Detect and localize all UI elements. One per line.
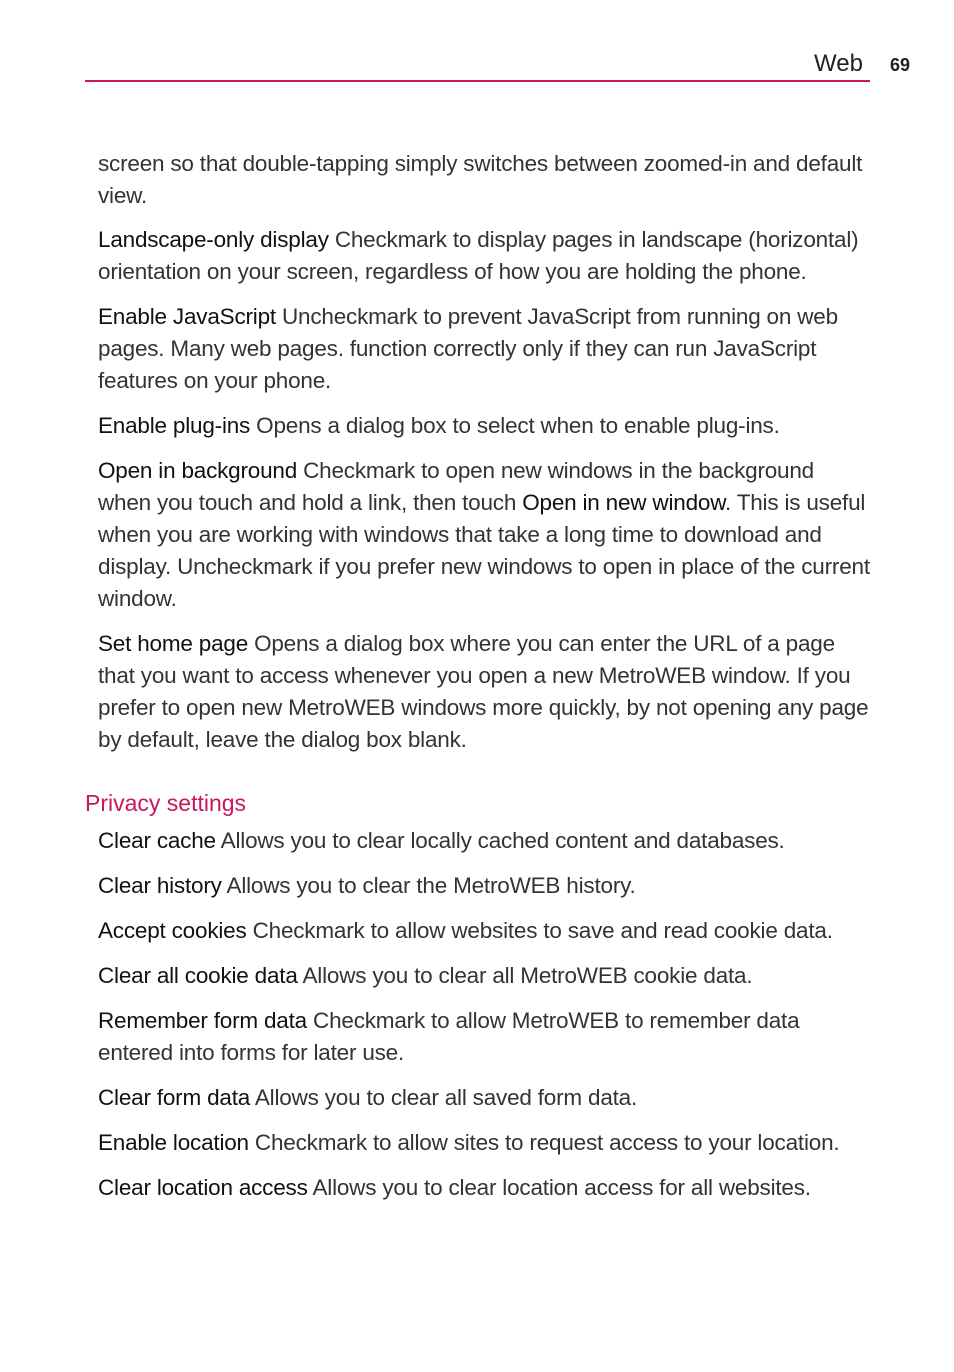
setting-term: Landscape-only display [98, 227, 329, 252]
setting-clear-location-access [98, 1172, 873, 1204]
setting-description: Checkmark to allow sites to request access to your location. [248, 1130, 840, 1155]
setting-term: Clear form data [98, 1085, 251, 1110]
setting-clear-all-cookie-data [98, 960, 873, 992]
setting-description: Allows you to clear locally cached content and databases. [215, 828, 785, 853]
setting-term: Open in background [98, 458, 298, 483]
setting-description: Checkmark to allow MetroWEB to remember data entered into forms for later use. [98, 1008, 800, 1065]
privacy-settings-heading: Privacy settings [85, 790, 247, 816]
setting-enable-javascript [98, 301, 873, 397]
page-number: 69 [890, 55, 911, 75]
intro-paragraph: screen so that double-tapping simply switches between zoomed-in and default view. [98, 151, 863, 208]
setting-term: Set home page [98, 631, 249, 656]
setting-landscape-only-display [98, 224, 873, 288]
setting-description: Opens a dialog box where you can enter the URL of a page that you want to access whenever you open a new MetroWEB window. If you prefer to open new MetroWEB windows more quickly, by not opening any page by default, leave the dialog box blank. [98, 631, 869, 752]
setting-term: Clear location access [98, 1175, 308, 1200]
section-title: Web [814, 50, 863, 77]
setting-enable-plug-ins [98, 410, 873, 442]
setting-term: Enable plug-ins [98, 413, 251, 438]
setting-term: Enable location [98, 1130, 249, 1155]
setting-description: Uncheckmark to prevent JavaScript from running on web pages. Many web pages. function correctly only if they can run JavaScript features on your phone. [98, 304, 838, 393]
header-divider [85, 80, 870, 82]
setting-description: Opens a dialog box to select when to enable plug-ins. [250, 413, 780, 438]
setting-term: Clear history [98, 873, 222, 898]
setting-description: Checkmark to display pages in landscape (horizontal) orientation on your screen, regardless of how you are holding the phone. [98, 227, 859, 284]
setting-description: Allows you to clear the MetroWEB history. [221, 873, 636, 898]
setting-term: Clear all cookie data [98, 963, 298, 988]
setting-description-continued: . This is useful when you are working with windows that take a long time to download and display. Uncheckmark if you prefer new windows to open in place of the current window. [98, 490, 870, 611]
setting-term: Accept cookies [98, 918, 247, 943]
setting-description: Checkmark to open new windows in the background when you touch and hold a link, then touch [98, 458, 814, 515]
setting-remember-form-data [98, 1005, 873, 1069]
page-content [85, 148, 873, 1217]
setting-clear-history [98, 870, 873, 902]
setting-term-inline: Open in new window [522, 490, 725, 515]
setting-clear-cache [98, 825, 873, 857]
setting-description: Allows you to clear all saved form data. [250, 1085, 638, 1110]
setting-term: Enable JavaScript [98, 304, 276, 329]
setting-accept-cookies [98, 915, 873, 947]
setting-term: Clear cache [98, 828, 216, 853]
setting-set-home-page [98, 628, 873, 756]
setting-description: Checkmark to allow websites to save and read cookie data. [246, 918, 833, 943]
setting-term: Remember form data [98, 1008, 307, 1033]
setting-description: Allows you to clear all MetroWEB cookie data. [297, 963, 753, 988]
setting-enable-location [98, 1127, 873, 1159]
setting-clear-form-data [98, 1082, 873, 1114]
setting-description: Allows you to clear location access for all websites. [307, 1175, 811, 1200]
setting-open-in-background [98, 455, 873, 615]
